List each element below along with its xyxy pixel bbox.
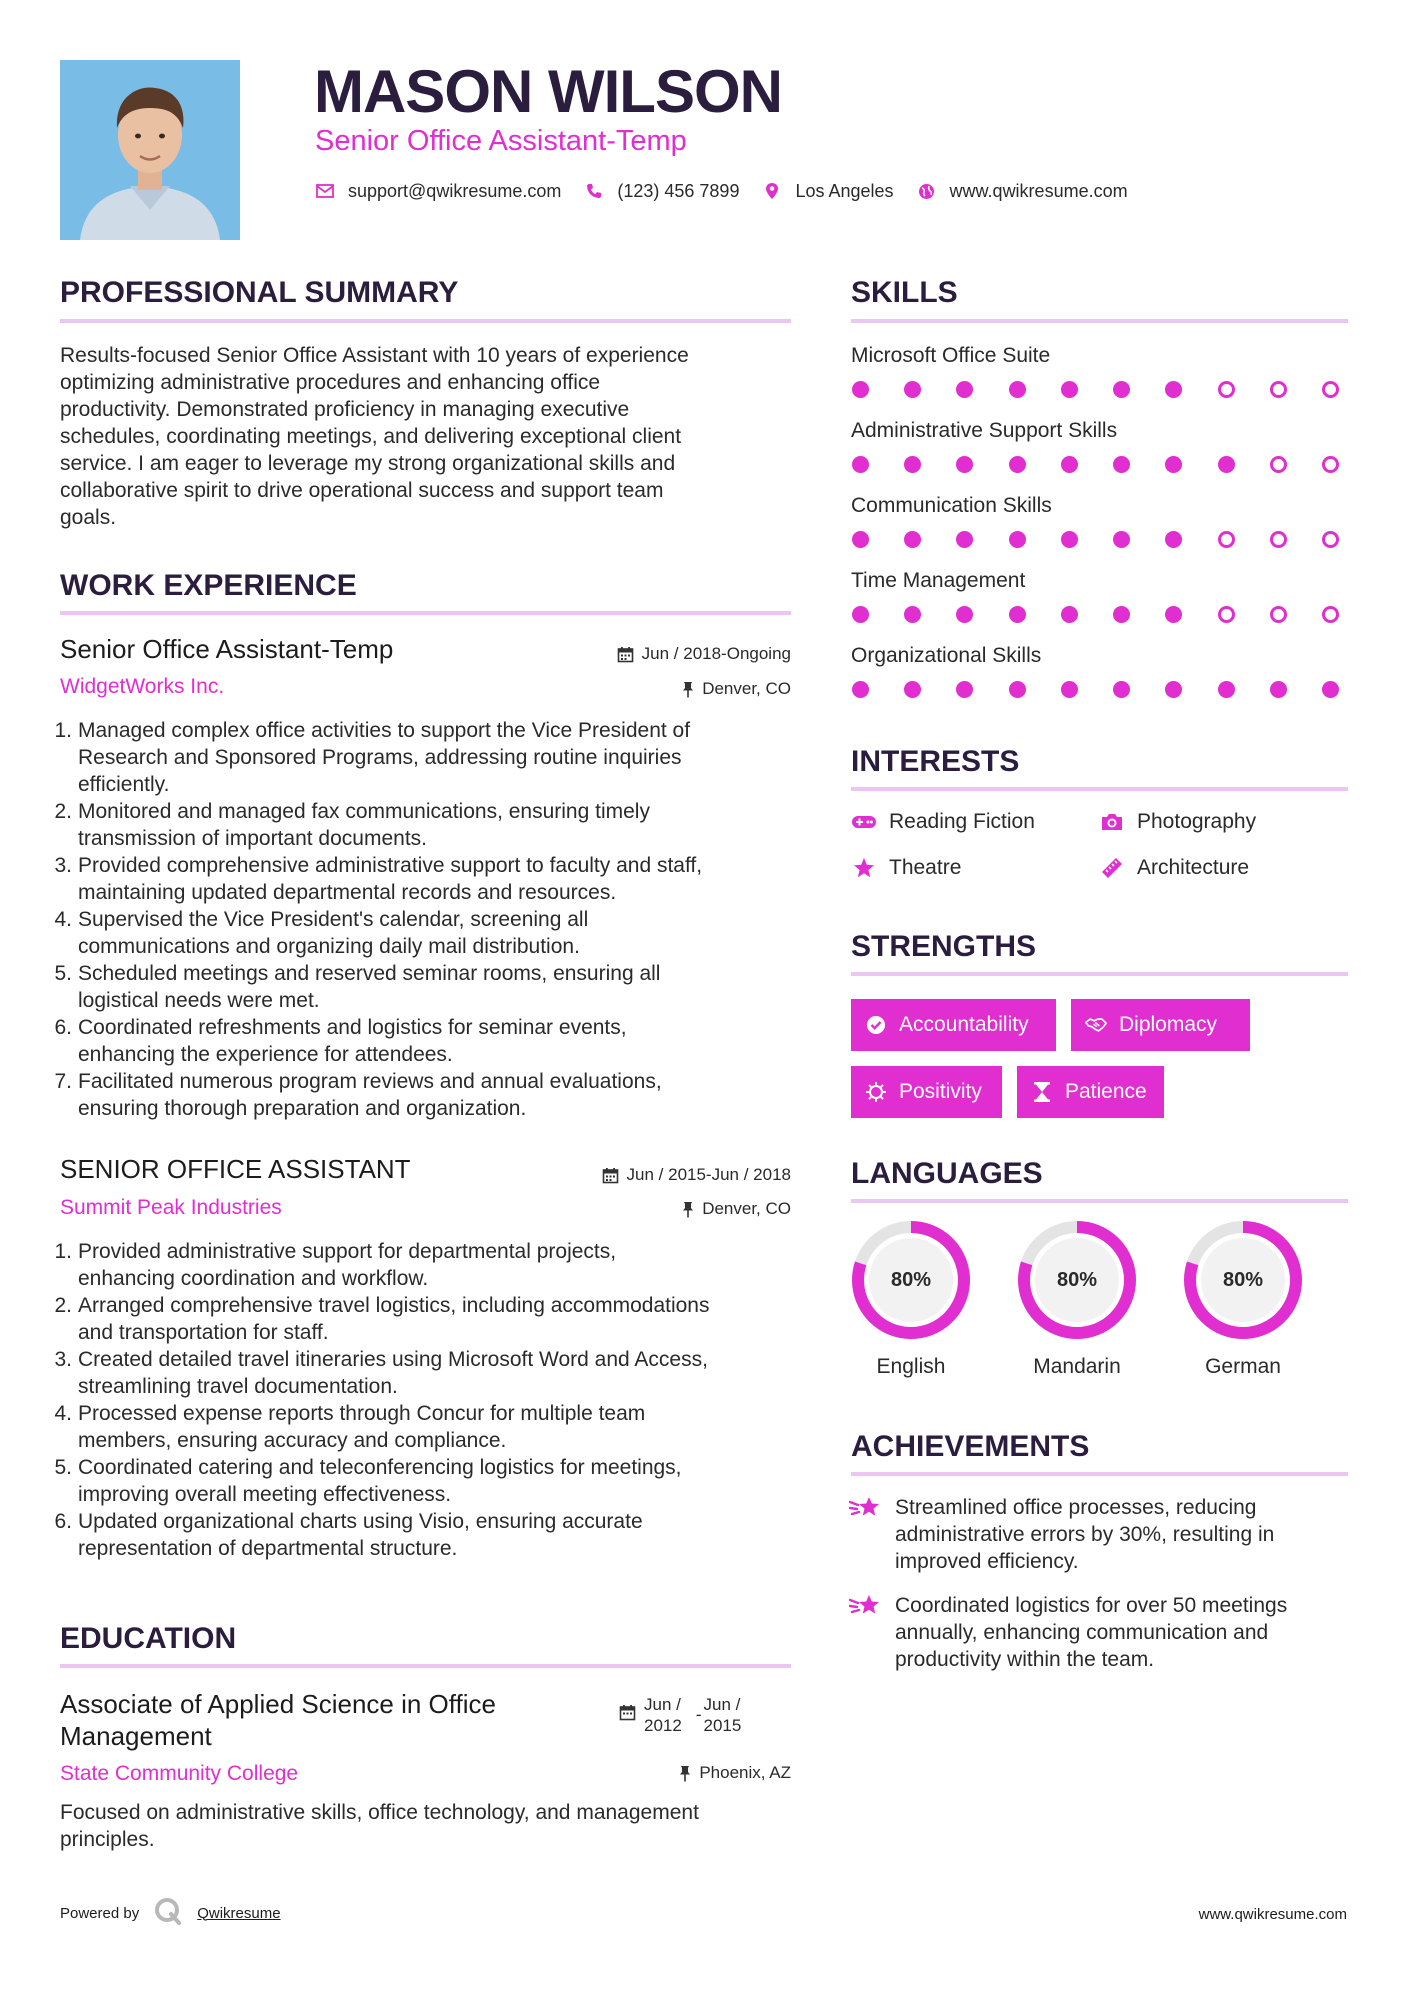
rating-dot-empty [1218, 606, 1235, 623]
education-divider [60, 1664, 791, 1668]
duty-text [78, 960, 660, 1014]
powered-by-label: Powered by [60, 1904, 140, 1922]
interests-heading: INTERESTS [851, 745, 1020, 778]
education-end-month: Jun / [703, 1695, 741, 1714]
strength-label: Diplomacy [1119, 1013, 1218, 1036]
rating-dot-filled [1009, 381, 1026, 398]
candidate-role: Senior Office Assistant-Temp [315, 125, 687, 157]
duty-text [78, 1346, 708, 1400]
rating-dot-filled [904, 381, 921, 398]
shooting-star-icon [849, 1592, 883, 1626]
rating-dot-filled [956, 456, 973, 473]
hourglass-icon [1031, 1081, 1053, 1103]
rating-dot-filled [904, 456, 921, 473]
camera-icon [1099, 809, 1125, 835]
duty-number: 4. [54, 908, 72, 931]
duty-number: 1. [54, 1240, 72, 1263]
duty-text [78, 1238, 616, 1292]
person-avatar-icon [60, 60, 240, 240]
duty-line: Arranged comprehensive travel logistics, including accommodations [78, 1294, 710, 1317]
summary-line: optimizing administrative procedures and enhancing office [60, 371, 601, 394]
rating-dot-filled [1165, 606, 1182, 623]
achievement-line: Streamlined office processes, reducing [895, 1496, 1257, 1519]
job-location [682, 1198, 791, 1220]
education-desc-line: Focused on administrative skills, office technology, and management [60, 1801, 699, 1824]
rating-dot-filled [904, 606, 921, 623]
rating-dot-filled [852, 531, 869, 548]
rating-dot-empty [1218, 531, 1235, 548]
language-item [849, 1218, 973, 1380]
duty-text [78, 852, 702, 906]
skills-heading: SKILLS [851, 276, 958, 309]
interest-item [1099, 855, 1249, 881]
calendar-icon [602, 1167, 619, 1184]
duty-item [54, 1400, 804, 1454]
rating-dot-filled [1009, 606, 1026, 623]
rating-dot-empty [1218, 381, 1235, 398]
education-end-year: 2015 [703, 1716, 742, 1735]
strength-tag [1071, 999, 1250, 1051]
duty-number: 3. [54, 1348, 72, 1371]
gamepad-icon [851, 809, 877, 835]
rating-dot-empty [1322, 531, 1339, 548]
duty-text [78, 1400, 645, 1454]
pushpin-icon [682, 1201, 694, 1218]
summary-text [60, 342, 800, 531]
experience-divider [60, 611, 791, 615]
rating-dot-empty [1270, 456, 1287, 473]
strength-label: Accountability [899, 1013, 1029, 1036]
skill-name: Communication Skills [851, 494, 1052, 517]
interest-item [851, 809, 1035, 835]
envelope-icon [314, 180, 336, 202]
rating-dot-filled [904, 531, 921, 548]
job-dates-text: Jun / 2015-Jun / 2018 [626, 1165, 791, 1184]
languages-heading: LANGUAGES [851, 1157, 1043, 1190]
duty-item [54, 1508, 804, 1562]
rating-dot-filled [1165, 381, 1182, 398]
achievement-item [849, 1592, 1349, 1673]
interest-item [1099, 809, 1256, 835]
rating-dot-filled [956, 381, 973, 398]
rating-dot-empty [1270, 531, 1287, 548]
interests-divider [851, 787, 1348, 791]
duty-item [54, 1068, 804, 1122]
job-duties-list [54, 717, 804, 1122]
duty-text [78, 1014, 627, 1068]
brand-link[interactable]: Qwikresume [197, 1904, 281, 1922]
strength-label: Patience [1065, 1080, 1147, 1103]
candidate-name: MASON WILSON [314, 58, 782, 125]
school-location [679, 1762, 791, 1784]
rating-dot-filled [1165, 531, 1182, 548]
job-duties-list [54, 1238, 804, 1562]
duty-text [78, 1508, 643, 1562]
duty-text [78, 906, 588, 960]
degree-title [60, 1688, 620, 1752]
language-item [1181, 1218, 1305, 1380]
duty-line: Provided administrative support for departmental projects, [78, 1240, 617, 1263]
duty-text [78, 1068, 662, 1122]
achievement-text [895, 1494, 1274, 1575]
duty-number: 4. [54, 1402, 72, 1425]
duty-item [54, 852, 804, 906]
skill-name: Administrative Support Skills [851, 419, 1118, 442]
rating-dot-filled [1165, 681, 1182, 698]
rating-dot-filled [1218, 681, 1235, 698]
language-item [1015, 1218, 1139, 1380]
strengths-divider [851, 972, 1348, 976]
duty-line: efficiently. [78, 773, 170, 796]
rating-dot-filled [1165, 456, 1182, 473]
duty-text [78, 1454, 682, 1508]
languages-divider [851, 1199, 1348, 1203]
skill-rating [852, 456, 1339, 473]
duty-item [54, 1014, 804, 1068]
achievement-text [895, 1592, 1287, 1673]
duty-item [54, 1454, 804, 1508]
duty-line: Created detailed travel itineraries using Microsoft Word and Access, [78, 1348, 708, 1371]
rating-dot-filled [956, 606, 973, 623]
job-dates [602, 1164, 791, 1186]
duty-line: and transportation for staff. [78, 1321, 329, 1344]
duty-item [54, 1292, 804, 1346]
summary-line: productivity. Demonstrated proficiency in managing executive [60, 398, 630, 421]
footer-website[interactable]: www.qwikresume.com [1198, 1906, 1347, 1923]
achievement-line: annually, enhancing communication and [895, 1621, 1269, 1644]
rating-dot-filled [1009, 531, 1026, 548]
duty-number: 5. [54, 1456, 72, 1479]
rating-dot-filled [1113, 456, 1130, 473]
duty-number: 3. [54, 854, 72, 877]
education-end [704, 1694, 742, 1736]
education-dates [619, 1694, 741, 1736]
degree-line: Management [60, 1721, 212, 1751]
duty-line: streamlining travel documentation. [78, 1375, 398, 1398]
summary-line: goals. [60, 506, 117, 529]
rating-dot-filled [1009, 681, 1026, 698]
rating-dot-filled [1270, 681, 1287, 698]
achievement-item [849, 1494, 1349, 1575]
ruler-icon [1099, 855, 1125, 881]
rating-dot-empty [1322, 381, 1339, 398]
skill-name: Microsoft Office Suite [851, 344, 1051, 367]
pushpin-icon [682, 681, 694, 698]
rating-dot-filled [1061, 681, 1078, 698]
achievements-heading: ACHIEVEMENTS [851, 1430, 1090, 1463]
rating-dot-filled [852, 606, 869, 623]
duty-item [54, 798, 804, 852]
job-company: Summit Peak Industries [60, 1196, 282, 1219]
skill-rating [852, 381, 1339, 398]
achievement-line: improved efficiency. [895, 1550, 1079, 1573]
skills-divider [851, 319, 1348, 323]
achievement-line: productivity within the team. [895, 1648, 1155, 1671]
strength-tag [851, 1066, 1002, 1118]
achievements-divider [851, 1472, 1348, 1476]
duty-line: Research and Sponsored Programs, addressing routine inquiries [78, 746, 682, 769]
skill-rating [852, 531, 1339, 548]
calendar-icon [619, 1704, 636, 1721]
strengths-heading: STRENGTHS [851, 930, 1037, 963]
duty-line: Coordinated refreshments and logistics for seminar events, [78, 1016, 627, 1039]
rating-dot-filled [1113, 381, 1130, 398]
duty-item [54, 1238, 804, 1292]
rating-dot-filled [852, 381, 869, 398]
handshake-icon [1085, 1014, 1107, 1036]
duty-line: Monitored and managed fax communications, ensuring timely [78, 800, 650, 823]
job-location-text: Denver, CO [702, 679, 791, 698]
rating-dot-filled [1113, 681, 1130, 698]
rating-dot-filled [956, 531, 973, 548]
duty-line: Updated organizational charts using Visio, ensuring accurate [78, 1510, 643, 1533]
degree-line: Associate of Applied Science in Office [60, 1689, 496, 1719]
summary-line: service. I am eager to leverage my strong organizational skills and [60, 452, 676, 475]
calendar-icon [617, 646, 634, 663]
summary-divider [60, 319, 791, 323]
duty-number: 1. [54, 719, 72, 742]
education-start-year: 2012 [644, 1716, 682, 1735]
summary-heading: PROFESSIONAL SUMMARY [60, 276, 459, 309]
qwikresume-logo-icon [153, 1896, 183, 1930]
duty-number: 2. [54, 1294, 72, 1317]
star-icon [851, 855, 877, 881]
summary-line: collaborative spirit to drive operational success and support team [60, 479, 664, 502]
achievement-line: Coordinated logistics for over 50 meetings [895, 1594, 1288, 1617]
skill-rating [852, 681, 1339, 698]
interest-label: Theatre [889, 856, 962, 879]
rating-dot-empty [1322, 606, 1339, 623]
duty-line: logistical needs were met. [78, 989, 320, 1012]
summary-line: Results-focused Senior Office Assistant with 10 years of experience [60, 344, 689, 367]
strength-label: Positivity [899, 1080, 982, 1103]
duty-item [54, 960, 804, 1014]
strength-tag [851, 999, 1056, 1051]
duty-line: enhancing coordination and workflow. [78, 1267, 429, 1290]
duty-text [78, 1292, 709, 1346]
interest-label: Reading Fiction [889, 810, 1035, 833]
duty-number: 7. [54, 1070, 72, 1093]
duty-line: Provided comprehensive administrative support to faculty and staff, [78, 854, 703, 877]
interest-item [851, 855, 961, 881]
duty-line: Scheduled meetings and reserved seminar rooms, ensuring all [78, 962, 661, 985]
rating-dot-empty [1270, 606, 1287, 623]
language-name: English [876, 1355, 946, 1378]
duty-line: members, ensuring accuracy and compliance. [78, 1429, 507, 1452]
rating-dot-filled [1218, 456, 1235, 473]
contact-email[interactable]: support@qwikresume.com [348, 180, 562, 201]
duty-item [54, 717, 804, 798]
rating-dot-empty [1270, 381, 1287, 398]
rating-dot-filled [852, 456, 869, 473]
skill-name: Organizational Skills [851, 644, 1042, 667]
language-percent: 80% [890, 1268, 932, 1291]
rating-dot-filled [1113, 606, 1130, 623]
footer-powered-by [60, 1896, 281, 1930]
duty-text [78, 717, 690, 798]
skill-name: Time Management [851, 569, 1026, 592]
school-name: State Community College [60, 1762, 299, 1785]
strength-tag [1017, 1066, 1164, 1118]
education-heading: EDUCATION [60, 1622, 237, 1655]
rating-dot-filled [1322, 681, 1339, 698]
experience-heading: WORK EXPERIENCE [60, 569, 357, 602]
rating-dot-filled [1061, 381, 1078, 398]
job-location-text: Denver, CO [702, 1199, 791, 1218]
interest-label: Photography [1137, 810, 1257, 833]
map-pin-icon [761, 180, 783, 202]
duty-line: Supervised the Vice President's calendar, screening all [78, 908, 589, 931]
job-dates-text: Jun / 2018-Ongoing [641, 644, 791, 663]
job-title: Senior Office Assistant-Temp [60, 634, 394, 664]
language-name: German [1205, 1355, 1281, 1378]
rating-dot-filled [1113, 531, 1130, 548]
language-percent: 80% [1222, 1268, 1264, 1291]
duty-line: representation of departmental structure. [78, 1537, 458, 1560]
duty-number: 6. [54, 1510, 72, 1533]
school-location-text: Phoenix, AZ [699, 1763, 791, 1782]
duty-line: improving overall meeting effectiveness. [78, 1483, 452, 1506]
duty-number: 2. [54, 800, 72, 823]
duty-number: 5. [54, 962, 72, 985]
job-dates [617, 643, 791, 665]
skill-rating [852, 606, 1339, 623]
achievement-line: administrative errors by 30%, resulting in [895, 1523, 1275, 1546]
job-location [682, 678, 791, 700]
rating-dot-filled [1009, 456, 1026, 473]
education-desc-line: principles. [60, 1828, 155, 1851]
duty-item [54, 906, 804, 960]
globe-icon [916, 180, 938, 202]
rating-dot-empty [1322, 456, 1339, 473]
profile-photo [60, 60, 240, 240]
job-title: SENIOR OFFICE ASSISTANT [60, 1154, 411, 1184]
duty-number: 6. [54, 1016, 72, 1039]
pushpin-icon [679, 1765, 691, 1782]
duty-text [78, 798, 650, 852]
education-start-month: Jun / [644, 1695, 681, 1714]
duty-item [54, 1346, 804, 1400]
duty-line: Facilitated numerous program reviews and annual evaluations, [78, 1070, 662, 1093]
language-name: Mandarin [1033, 1355, 1121, 1378]
duty-line: Managed complex office activities to support the Vice President of [78, 719, 691, 742]
duty-line: ensuring thorough preparation and organization. [78, 1097, 527, 1120]
contact-phone[interactable]: (123) 456 7899 [617, 180, 740, 201]
language-percent: 80% [1056, 1268, 1098, 1291]
rating-dot-filled [1061, 531, 1078, 548]
education-description [60, 1799, 800, 1853]
check-circle-icon [865, 1014, 887, 1036]
duty-line: communications and organizing daily mail distribution. [78, 935, 580, 958]
contact-website[interactable]: www.qwikresume.com [949, 180, 1128, 201]
phone-icon [583, 180, 605, 202]
interest-label: Architecture [1137, 856, 1250, 879]
duty-line: enhancing the experience for attendees. [78, 1043, 453, 1066]
contact-location: Los Angeles [795, 180, 894, 201]
duty-line: Processed expense reports through Concur for multiple team [78, 1402, 646, 1425]
contact-bar [314, 178, 1150, 204]
rating-dot-filled [1061, 606, 1078, 623]
shooting-star-icon [849, 1494, 883, 1528]
job-company: WidgetWorks Inc. [60, 675, 225, 698]
duty-line: transmission of important documents. [78, 827, 427, 850]
date-separator: - [695, 1705, 702, 1724]
sun-icon [865, 1081, 887, 1103]
education-start [644, 1694, 682, 1736]
rating-dot-filled [852, 681, 869, 698]
duty-line: Coordinated catering and teleconferencing logistics for meetings, [78, 1456, 682, 1479]
rating-dot-filled [956, 681, 973, 698]
duty-line: maintaining updated departmental records and resources. [78, 881, 617, 904]
summary-line: schedules, coordinating meetings, and delivering exceptional client [60, 425, 682, 448]
rating-dot-filled [904, 681, 921, 698]
rating-dot-filled [1061, 456, 1078, 473]
